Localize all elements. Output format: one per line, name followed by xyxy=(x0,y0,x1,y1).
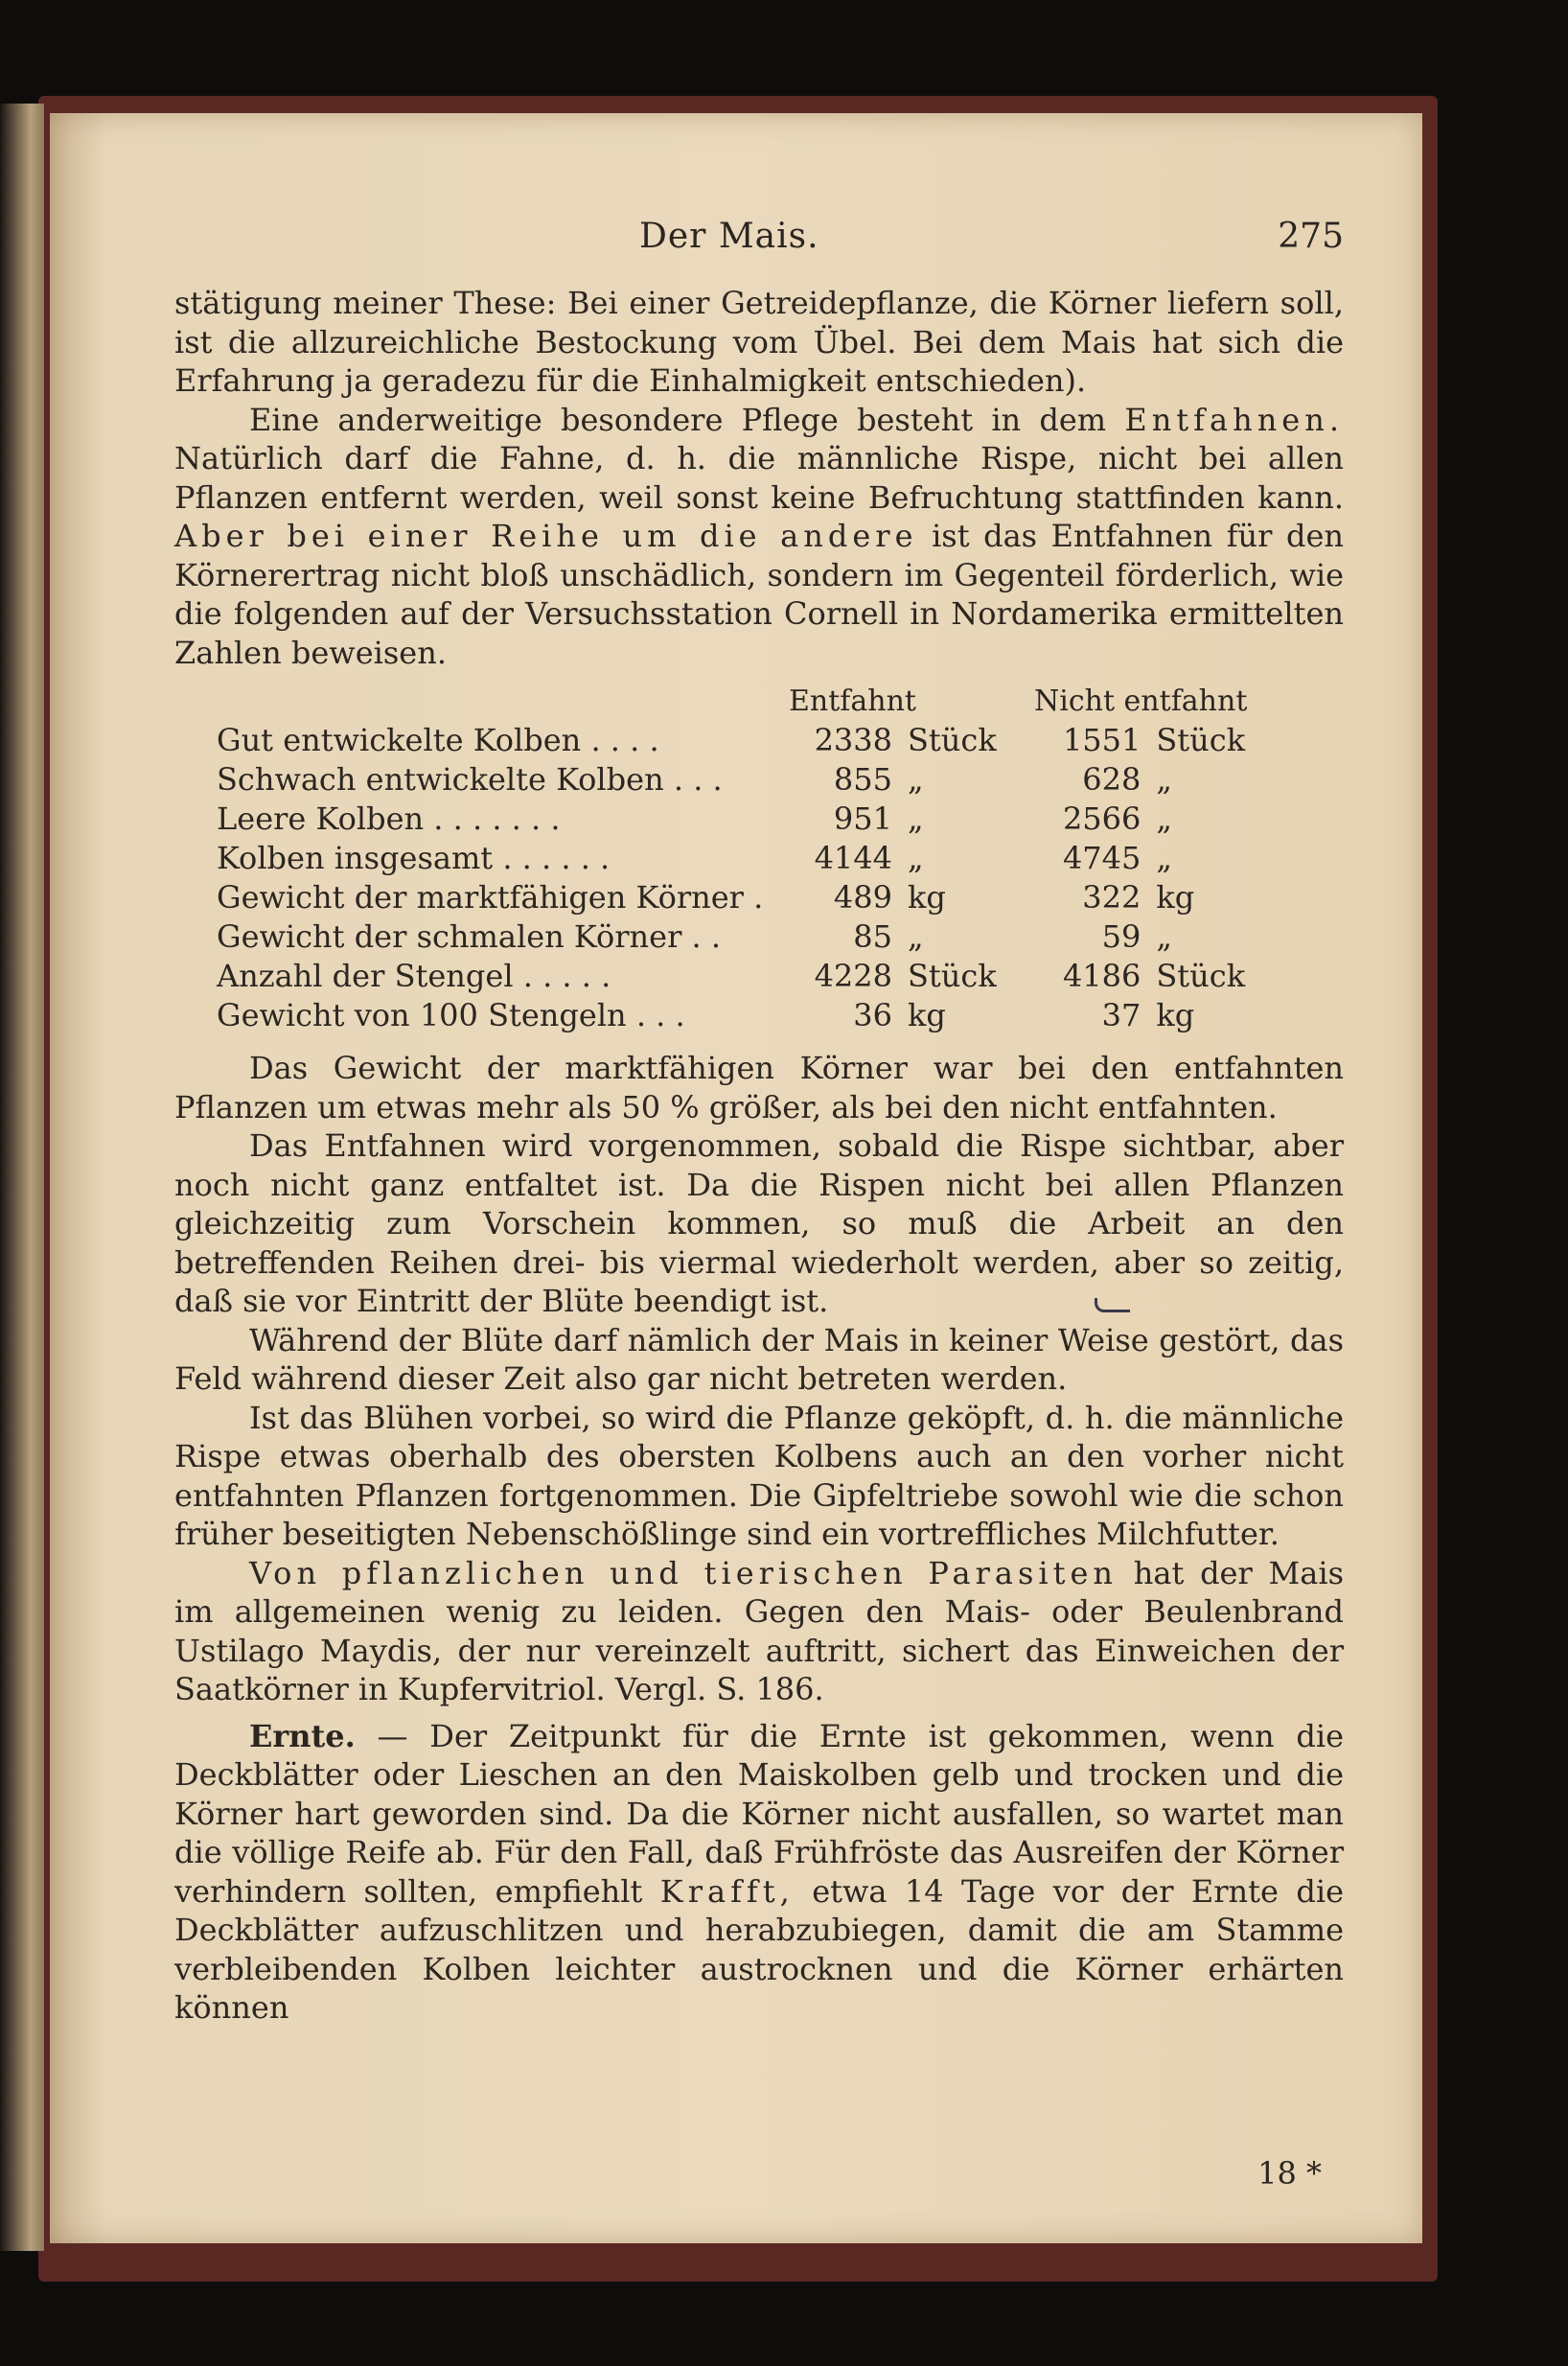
unit-entfahnt: Stück xyxy=(908,958,997,994)
table-row xyxy=(217,957,1247,996)
row-label: Gewicht der marktfähigen Körner . xyxy=(217,879,764,916)
book-page xyxy=(50,113,1422,2243)
value-nicht-entfahnt: 322 xyxy=(1082,879,1141,916)
unit-nicht-entfahnt: „ xyxy=(1156,761,1172,798)
value-nicht-entfahnt: 37 xyxy=(1101,997,1141,1033)
p2-emphasis-reihe: Aber bei einer Reihe um die andere xyxy=(174,518,918,554)
value-nicht-entfahnt: 59 xyxy=(1101,918,1141,955)
value-nicht-entfahnt: 2566 xyxy=(1062,800,1141,837)
value-entfahnt: 4228 xyxy=(814,958,892,994)
unit-entfahnt: „ xyxy=(908,800,924,837)
paragraph-8 xyxy=(174,1717,1344,2028)
p7-text-b: hat der Mais im allgemeinen wenig zu leiden. Gegen den Mais- oder Beulenbrand Ustilago Maydis, der nur vereinzelt auftritt, sichert das Einweichen der Saatkörner in Kupfervitriol. Vergl. S. 186. xyxy=(174,1554,1345,1707)
page-content xyxy=(174,217,1344,2028)
unit-entfahnt: kg xyxy=(908,997,946,1033)
unit-entfahnt: „ xyxy=(908,918,924,955)
value-nicht-entfahnt: 628 xyxy=(1082,761,1141,798)
paragraph-3: Das Gewicht der marktfähigen Körner war bei den entfahnten Pflanzen um etwas mehr als 50 % größer, als bei den nicht entfahnten. xyxy=(174,1050,1344,1125)
unit-nicht-entfahnt: „ xyxy=(1156,918,1172,955)
unit-nicht-entfahnt: Stück xyxy=(1156,958,1246,994)
table-row xyxy=(217,721,1247,760)
signature-mark: 18 * xyxy=(1257,2155,1322,2192)
running-title: Der Mais. xyxy=(639,217,819,256)
p8-text-d: etwa 14 Tage vor der Ernte die Deckblätter aufzuschlitzen und herabzubiegen, damit die am Stamme verbleibenden Kolben leichter austrocknen und die Körner erhärten können xyxy=(174,1872,1345,2026)
table-header-row xyxy=(217,682,1247,721)
paragraph-4: Das Entfahnen wird vorgenommen, sobald die Rispe sichtbar, aber noch nicht ganz entfaltet ist. Da die Rispen nicht bei allen Pflanzen gleichzeitig zum Vorschein kommen, so muß die Arbeit an den betreffenden Reihen drei- bis viermal wiederholt werden, aber so zeitig, daß sie vor Eintritt der Blüte beendigt ist. xyxy=(174,1127,1344,1319)
value-nicht-entfahnt: 4186 xyxy=(1062,958,1141,994)
table-row xyxy=(217,996,1247,1035)
paragraph-7 xyxy=(174,1554,1344,1709)
p2-emphasis-entfahnen: Entfahnen. xyxy=(1124,401,1345,438)
row-label: Schwach entwickelte Kolben . . . xyxy=(217,761,723,798)
unit-nicht-entfahnt: Stück xyxy=(1156,722,1246,758)
table-row xyxy=(217,760,1247,800)
table-header-entfahnt: Entfahnt xyxy=(789,684,916,718)
unit-nicht-entfahnt: kg xyxy=(1156,997,1195,1033)
table-header-nicht-entfahnt: Nicht entfahnt xyxy=(1034,684,1248,718)
table-row xyxy=(217,839,1247,878)
paragraph-6: Ist das Blühen vorbei, so wird die Pflanze geköpft, d. h. die männliche Rispe etwas oberhalb des obersten Kolbens auch an den vorher nicht entfahnten Pflanzen fortgenommen. Die Gipfeltriebe sowohl wie die schon früher beseitigten Nebenschößlinge sind ein vortreffliches Milchfutter. xyxy=(174,1399,1344,1552)
paragraph-5: Während der Blüte darf nämlich der Mais in keiner Weise gestört, das Feld während dieser Zeit also gar nicht betreten werden. xyxy=(174,1321,1344,1397)
unit-nicht-entfahnt: kg xyxy=(1156,879,1195,916)
row-label: Anzahl der Stengel . . . . . xyxy=(217,958,611,994)
value-entfahnt: 855 xyxy=(833,761,892,798)
p2-text-c: Natürlich darf die Fahne, d. h. die männliche Rispe, nicht bei allen Pflanzen entfernt werden, weil sonst keine Befruchtung stattfinden kann. xyxy=(174,440,1344,516)
p7-emphasis-parasiten: Von pflanzlichen und tierischen Parasiten xyxy=(249,1554,1118,1591)
value-entfahnt: 489 xyxy=(833,879,892,916)
unit-nicht-entfahnt: „ xyxy=(1156,840,1172,876)
value-entfahnt: 85 xyxy=(853,918,892,955)
p8-text-b: — Der Zeitpunkt für die Ernte ist gekommen, wenn die Deckblätter oder Lieschen an den Maiskolben gelb und trocken und die Körner hart geworden sind. Da die Körner nicht ausfallen, so wartet man die völlige Reife ab. Für den Fall, daß Frühfröste das Ausreifen der Körner verhindern sollten, empfiehlt xyxy=(174,1717,1345,1910)
unit-entfahnt: „ xyxy=(908,761,924,798)
row-label: Leere Kolben . . . . . . . xyxy=(217,800,561,837)
table-row xyxy=(217,800,1247,839)
yield-table xyxy=(217,682,1247,1035)
row-label: Gewicht der schmalen Körner . . xyxy=(217,918,722,955)
value-entfahnt: 36 xyxy=(853,997,892,1033)
unit-entfahnt: kg xyxy=(908,879,946,916)
value-nicht-entfahnt: 4745 xyxy=(1062,840,1141,876)
table-row xyxy=(217,917,1247,957)
p2-text-e: ist das Entfahnen für den Körnerertrag nicht bloß unschädlich, sondern im Gegenteil förderlich, wie die folgenden auf der Versuchsstation Cornell in Nordamerika ermittelten Zahlen beweisen. xyxy=(174,518,1345,671)
unit-entfahnt: Stück xyxy=(908,722,997,758)
row-label: Gut entwickelte Kolben . . . . xyxy=(217,722,659,758)
left-page-edge xyxy=(0,104,44,2251)
page-number: 275 xyxy=(1278,217,1344,256)
table-row xyxy=(217,878,1247,917)
running-head xyxy=(174,217,1344,284)
paragraph-2 xyxy=(174,401,1344,673)
value-entfahnt: 4144 xyxy=(814,840,892,876)
paragraph-1: stätigung meiner These: Bei einer Getreidepflanze, die Körner liefern soll, ist die allzureichliche Bestockung vom Übel. Bei dem Mais hat sich die Erfahrung ja geradezu für die Einhalmigkeit entschieden). xyxy=(174,285,1344,399)
value-entfahnt: 2338 xyxy=(814,722,892,758)
pencil-mark xyxy=(1095,1298,1130,1312)
row-label: Kolben insgesamt . . . . . . xyxy=(217,840,611,876)
unit-entfahnt: „ xyxy=(908,840,924,876)
p8-emphasis-krafft: Krafft, xyxy=(659,1872,795,1910)
unit-nicht-entfahnt: „ xyxy=(1156,800,1172,837)
table-header-empty xyxy=(217,682,768,721)
row-label: Gewicht von 100 Stengeln . . . xyxy=(217,997,685,1033)
value-entfahnt: 951 xyxy=(833,800,892,837)
value-nicht-entfahnt: 1551 xyxy=(1062,722,1141,758)
section-heading-ernte: Ernte. xyxy=(249,1717,356,1754)
p2-text-a: Eine anderweitige besondere Pflege besteht in dem xyxy=(249,401,1107,438)
